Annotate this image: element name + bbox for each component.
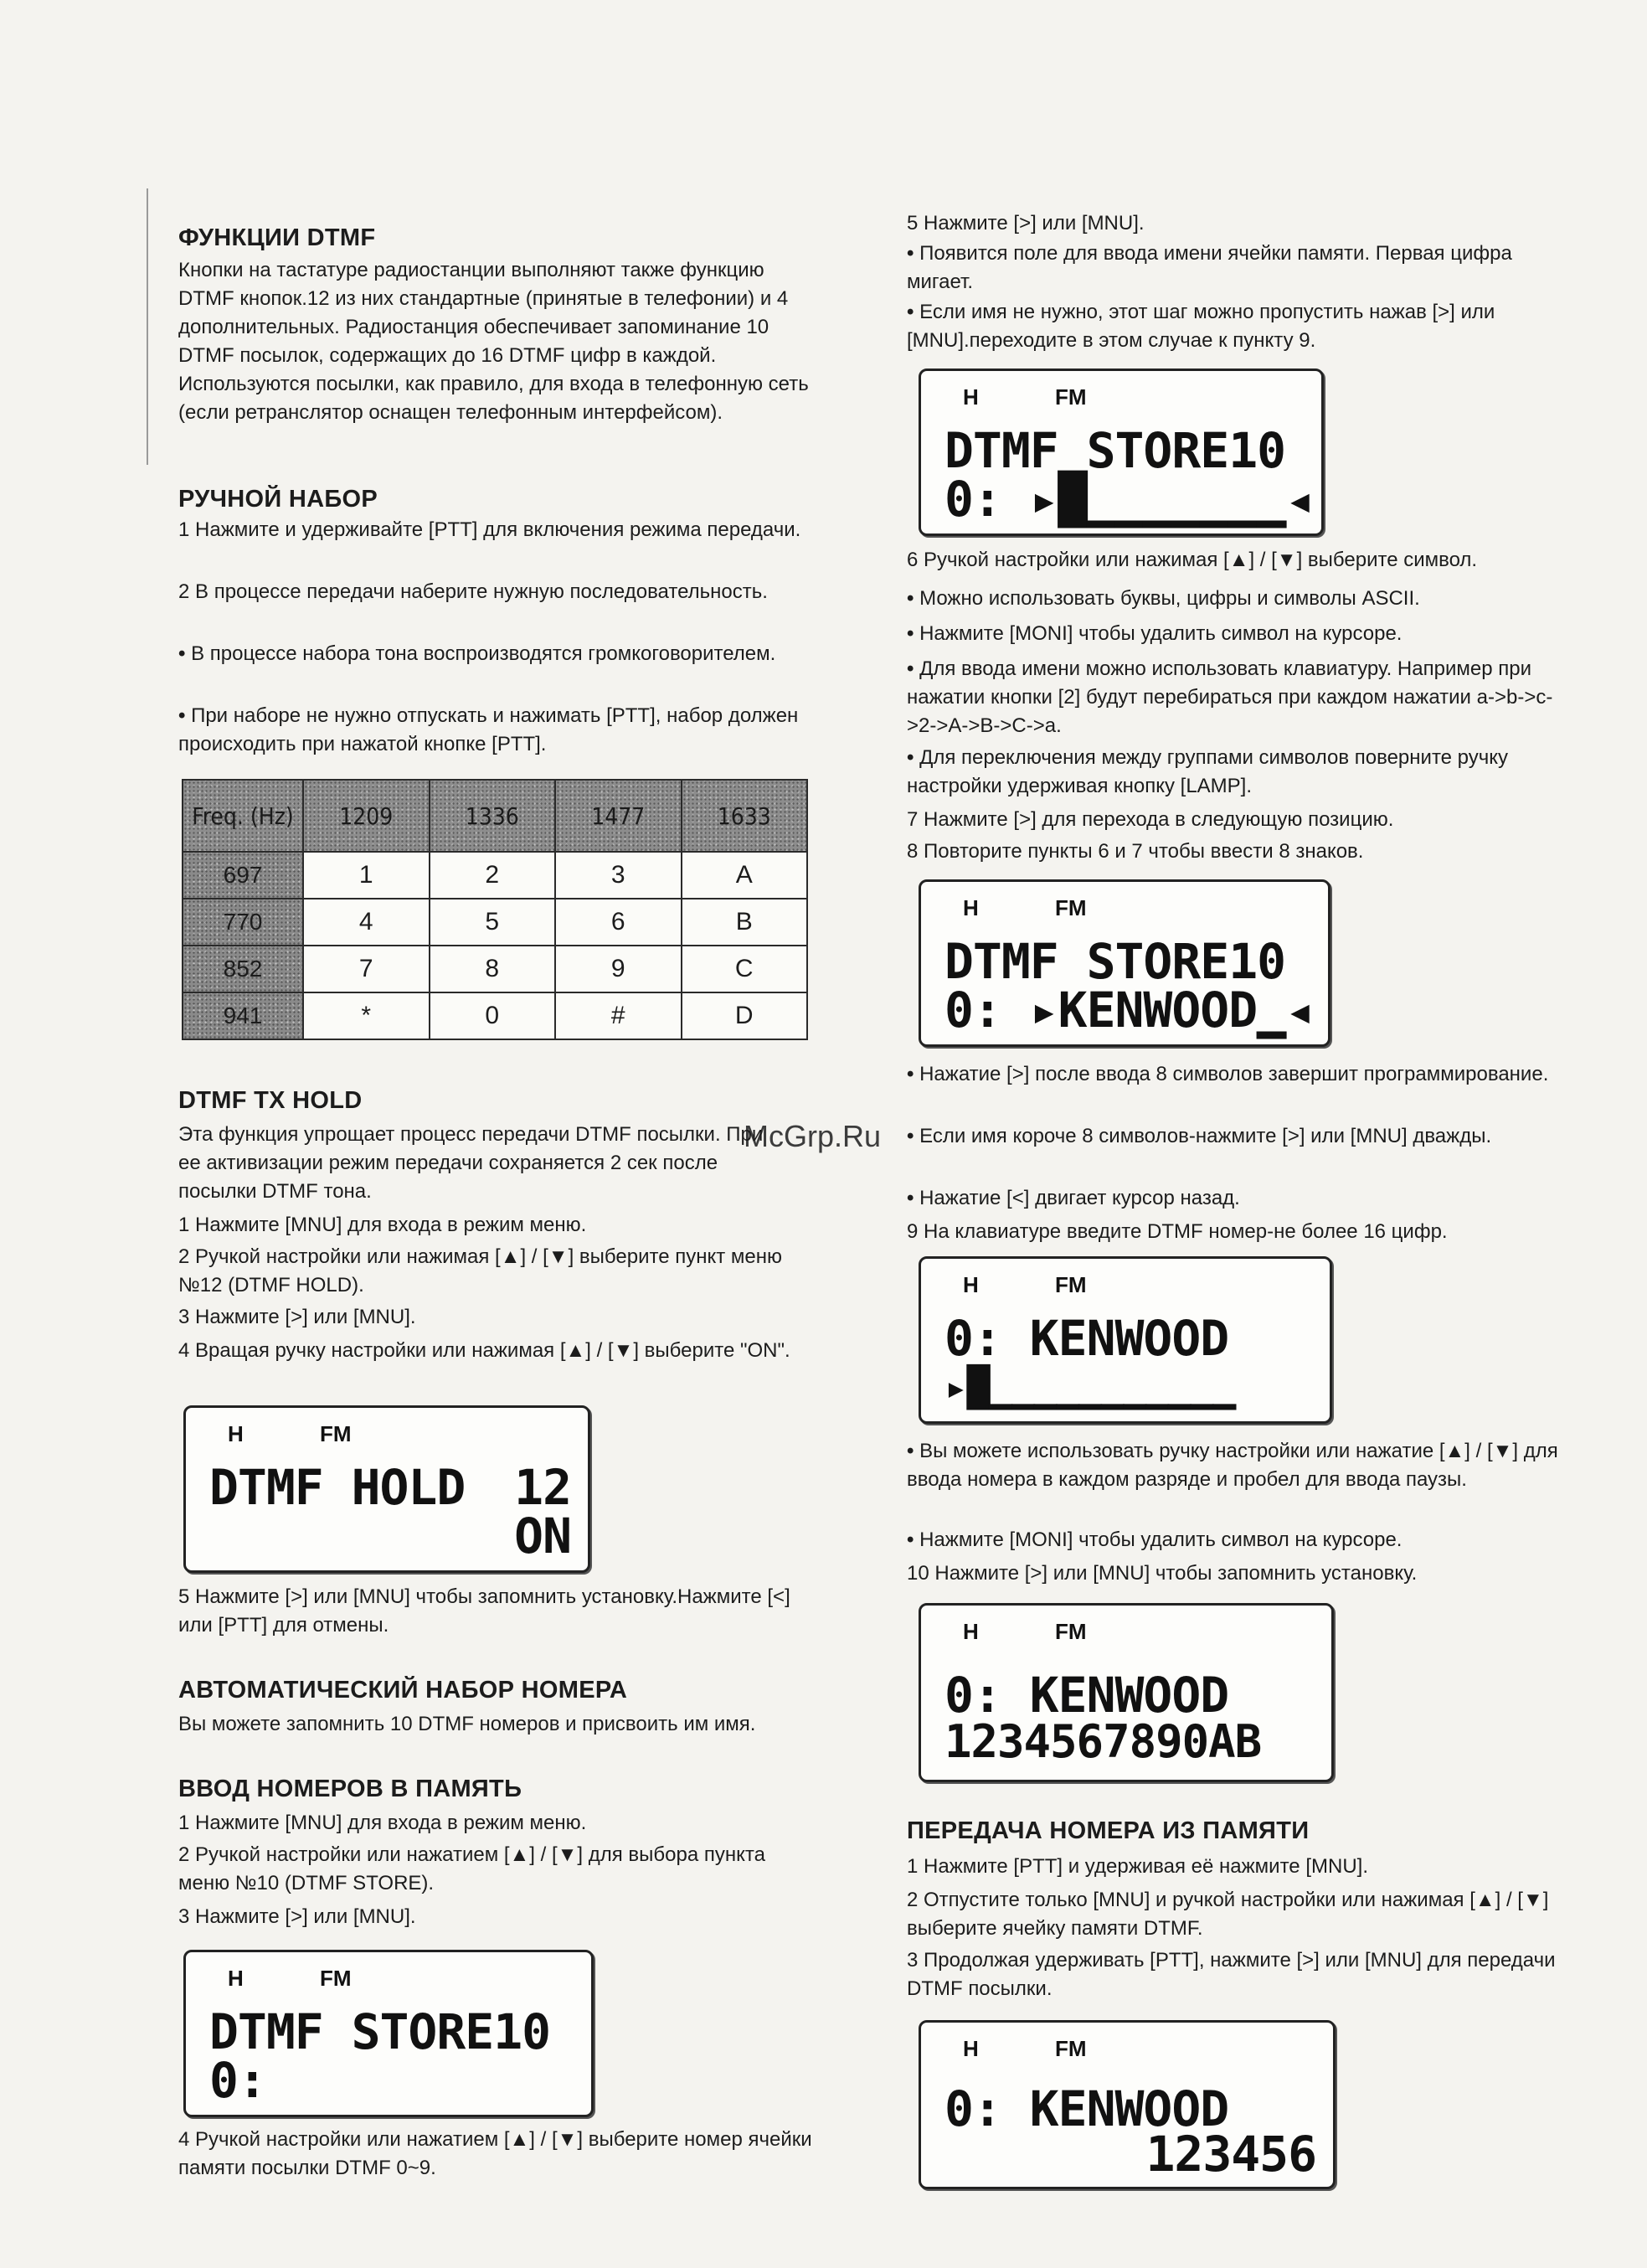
store-step-2: 2 Ручкой настройки или нажатием [▲] / [▼] для выбора пункта меню №10 (DTMF STORE). <box>178 1843 765 1894</box>
lcd-line-1: DTMF STORE10 <box>209 2003 551 2060</box>
table-cell: 2 <box>430 852 556 899</box>
manual-step-2: 2 В процессе передачи наберите нужную последовательность. <box>178 580 768 603</box>
step8-bullet-2: • Если имя короче 8 символов-нажмите [>] или [MNU] дважды. <box>907 1122 1526 1151</box>
table-row <box>183 899 807 946</box>
heading-send-from-memory: ПЕРЕДАЧА НОМЕРА ИЗ ПАМЯТИ <box>907 1817 1310 1844</box>
lcd-line-1: 0: KENWOOD <box>944 2080 1229 2137</box>
table-cell: C <box>682 946 808 992</box>
step6-bullet-4: • Для переключения между группами символов поверните ручку настройки удерживая кнопку [LAMP]. <box>907 744 1560 801</box>
table-cell: 3 <box>555 852 682 899</box>
lcd-indicator-h: H <box>963 2036 979 2061</box>
txhold-step-2: 2 Ручкой настройки или нажимая [▲] / [▼] выберите пункт меню №12 (DTMF HOLD). <box>178 1245 782 1296</box>
txhold-step-4: 4 Вращая ручку настройки или нажимая [▲] / [▼] выберите "ON". <box>178 1339 790 1362</box>
table-row-freq: 697 <box>183 852 303 899</box>
lcd-indicator-fm: FM <box>1055 895 1087 920</box>
lcd-indicator-fm: FM <box>320 1421 352 1446</box>
lcd-indicator-fm: FM <box>1055 1272 1087 1297</box>
table-row <box>183 852 807 899</box>
table-cell: 9 <box>555 946 682 992</box>
heading-dtmf-functions: ФУНКЦИИ DTMF <box>178 224 376 251</box>
table-cell: 1 <box>303 852 430 899</box>
table-cell: * <box>303 992 430 1039</box>
store-step-6: 6 Ручкой настройки или нажимая [▲] / [▼] выберите символ. <box>907 549 1478 571</box>
lcd-indicator-h: H <box>963 1272 979 1297</box>
send-step-3: 3 Продолжая удерживать [PTT], нажмите [>] или [MNU] для передачи DTMF посылки. <box>907 1949 1556 2000</box>
table-row-freq: 770 <box>183 899 303 946</box>
store-step-3: 3 Нажмите [>] или [MNU]. <box>178 1905 416 1928</box>
txhold-step-3: 3 Нажмите [>] или [MNU]. <box>178 1306 416 1328</box>
auto-paragraph: Вы можете запомнить 10 DTMF номеров и присвоить им имя. <box>178 1713 756 1735</box>
lcd-line-1: DTMF STORE10 <box>944 933 1286 990</box>
lcd-indicator-fm: FM <box>1055 384 1087 410</box>
lcd-indicator-h: H <box>963 384 979 410</box>
lcd-line-1: 0: KENWOOD <box>944 1667 1229 1724</box>
lcd-line-2: 1234567890AB <box>944 1715 1262 1768</box>
step6-bullet-3: • Для ввода имени можно использовать клавиатуру. Например при нажатии кнопки [2] будут перебираться при каждом нажатии a->b->c->2->A->B->C->a. <box>907 655 1560 740</box>
step5-bullet-1: • Появится поле для ввода имени ячейки памяти. Первая цифра мигает. <box>907 240 1560 296</box>
lcd-line-2: 0: ▸█▁▁▁▁▁▁▁◂ <box>944 471 1314 528</box>
lcd-menu-number: 12 <box>514 1459 571 1516</box>
lcd-line-2: ▸█▁▁▁▁▁▁▁▁▁▁▁ <box>944 1364 1236 1410</box>
table-corner-cell: Freq. (Hz) <box>183 780 303 852</box>
table-row <box>183 992 807 1039</box>
send-step-2: 2 Отпустите только [MNU] и ручкой настройки или нажимая [▲] / [▼] выберите ячейку памяти DTMF. <box>907 1889 1549 1940</box>
store-step-8: 8 Повторите пункты 6 и 7 чтобы ввести 8 знаков. <box>907 840 1364 863</box>
step8-bullet-1: • Нажатие [>] после ввода 8 символов завершит программирование. <box>907 1060 1560 1089</box>
paragraph-functions: Кнопки на тастатуре радиостанции выполняют также функцию DTMF кнопок.12 из них стандартные (принятые в телефонии) и 4 дополнительных. Радиостанция обеспечивает запоминание 10 DTMF посылок, содержащих до 16 DTMF цифр в каждой. Используются посылки, как правило, для входа в телефонную сеть (если ретранслятор оснащен телефонным интерфейсом). <box>178 259 809 424</box>
txhold-paragraph: Эта функция упрощает процесс передачи DTMF посылки. При ее активизации режим передачи сохраняется 2 сек после посылки DTMF тона. <box>178 1123 764 1203</box>
heading-tx-hold: DTMF TX HOLD <box>178 1087 363 1114</box>
lcd-line-2: ON <box>514 1508 571 1564</box>
store-step-4: 4 Ручкой настройки или нажатием [▲] / [▼] выберите номер ячейки памяти посылки DTMF 0~9. <box>178 2128 812 2179</box>
lcd-dtmf-store-select <box>183 1950 594 2117</box>
step6-bullet-1: • Можно использовать буквы, цифры и символы ASCII. <box>907 585 1560 613</box>
lcd-line-2: 0: <box>209 2052 266 2109</box>
lcd-indicator-h: H <box>963 895 979 920</box>
lcd-line-2: 123456 <box>1145 2126 1316 2183</box>
table-header-row <box>183 780 807 852</box>
step6-bullet-2: • Нажмите [MONI] чтобы удалить символ на курсоре. <box>907 620 1560 648</box>
table-col-header: 1477 <box>555 780 682 852</box>
send-step-1: 1 Нажмите [PTT] и удерживая её нажмите [MNU]. <box>907 1855 1368 1878</box>
lcd-number-stored <box>919 1603 1334 1782</box>
lcd-send-number <box>919 2020 1336 2189</box>
lcd-indicator-h: H <box>228 1421 244 1446</box>
manual-bullet-2: • При наборе не нужно отпускать и нажимать [PTT], набор должен происходить при нажатой кнопке [PTT]. <box>178 702 815 759</box>
table-cell: D <box>682 992 808 1039</box>
lcd-line-2: 0: ▸KENWOOD▁◂ <box>944 982 1314 1039</box>
table-col-header: 1633 <box>682 780 808 852</box>
table-cell: 7 <box>303 946 430 992</box>
store-step-1: 1 Нажмите [MNU] для входа в режим меню. <box>178 1812 587 1834</box>
lcd-number-entry <box>919 1256 1332 1424</box>
txhold-step-5: 5 Нажмите [>] или [MNU] чтобы запомнить установку.Нажмите [<] или [PTT] для отмены. <box>178 1585 790 1637</box>
table-row-freq: 852 <box>183 946 303 992</box>
txhold-step-1: 1 Нажмите [MNU] для входа в режим меню. <box>178 1214 587 1236</box>
store-step-5: 5 Нажмите [>] или [MNU]. <box>907 212 1145 235</box>
table-cell: 0 <box>430 992 556 1039</box>
step9-bullet-2: • Нажмите [MONI] чтобы удалить символ на курсоре. <box>907 1526 1560 1554</box>
heading-manual-dial: РУЧНОЙ НАБОР <box>178 486 378 513</box>
step5-bullet-2: • Если имя не нужно, этот шаг можно пропустить нажав [>] или [MNU].переходите в этом случае к пункту 9. <box>907 298 1560 355</box>
manual-bullet-1: • В процессе набора тона воспроизводятся громкоговорителем. <box>178 640 815 668</box>
manual-step-1: 1 Нажмите и удерживайте [PTT] для включения режима передачи. <box>178 518 801 541</box>
watermark: McGrp.Ru <box>744 1119 882 1153</box>
lcd-indicator-fm: FM <box>1055 1619 1087 1644</box>
store-step-9: 9 На клавиатуре введите DTMF номер-не более 16 цифр. <box>907 1220 1448 1243</box>
store-step-10: 10 Нажмите [>] или [MNU] чтобы запомнить установку. <box>907 1562 1418 1585</box>
table-cell: B <box>682 899 808 946</box>
table-row <box>183 946 807 992</box>
table-cell: 6 <box>555 899 682 946</box>
step9-bullet-1: • Вы можете использовать ручку настройки или нажатие [▲] / [▼] для ввода номера в каждом разряде и пробел для ввода паузы. <box>907 1437 1568 1494</box>
heading-store-numbers: ВВОД НОМЕРОВ В ПАМЯТЬ <box>178 1776 522 1802</box>
lcd-dtmf-hold <box>183 1405 590 1573</box>
lcd-indicator-h: H <box>963 1619 979 1644</box>
lcd-line-1: DTMF HOLD <box>209 1459 466 1516</box>
lcd-line-1: DTMF STORE10 <box>944 422 1286 479</box>
table-cell: 5 <box>430 899 556 946</box>
table-cell: # <box>555 992 682 1039</box>
lcd-indicator-h: H <box>228 1966 244 1991</box>
step8-bullet-3: • Нажатие [<] двигает курсор назад. <box>907 1184 1560 1213</box>
dtmf-frequency-table <box>182 779 808 1040</box>
lcd-indicator-fm: FM <box>1055 2036 1087 2061</box>
table-cell: 8 <box>430 946 556 992</box>
table-cell: 4 <box>303 899 430 946</box>
lcd-store-name-kenwood <box>919 879 1330 1047</box>
heading-auto-dial: АВТОМАТИЧЕСКИЙ НАБОР НОМЕРА <box>178 1677 628 1704</box>
lcd-store-name-empty <box>919 369 1324 536</box>
table-cell: A <box>682 852 808 899</box>
lcd-indicator-fm: FM <box>320 1966 352 1991</box>
store-step-7: 7 Нажмите [>] для перехода в следующую позицию. <box>907 808 1394 831</box>
table-col-header: 1209 <box>303 780 430 852</box>
table-row-freq: 941 <box>183 992 303 1039</box>
table-col-header: 1336 <box>430 780 556 852</box>
margin-line <box>147 188 148 465</box>
lcd-line-1: 0: KENWOOD <box>944 1310 1229 1367</box>
